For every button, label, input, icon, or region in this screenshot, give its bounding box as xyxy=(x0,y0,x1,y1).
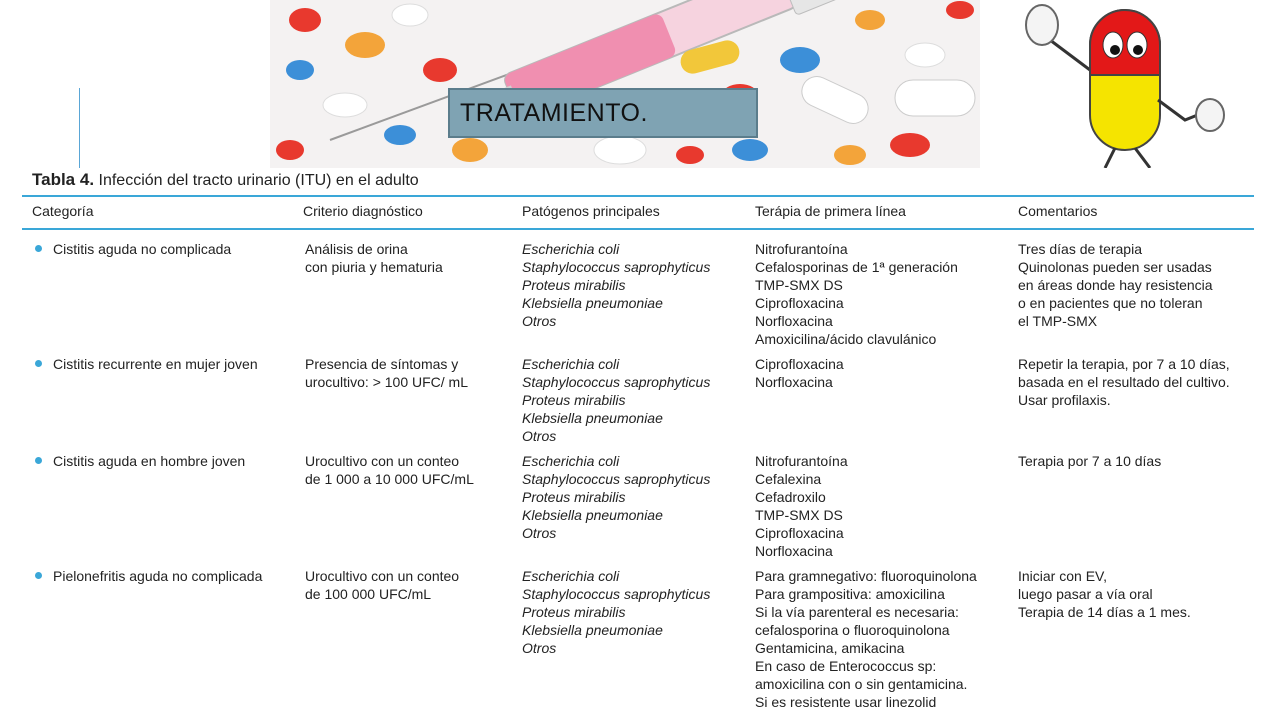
comments-line: Usar profilaxis. xyxy=(1018,392,1111,408)
cell-pathogens xyxy=(522,452,710,542)
criteria-line: de 1 000 a 10 000 UFC/mL xyxy=(305,471,474,487)
table-caption-text: Infección del tracto urinario (ITU) en el adulto xyxy=(98,172,419,189)
pathogens-line: Escherichia coli xyxy=(522,453,620,469)
comments-line: en áreas donde hay resistencia xyxy=(1018,277,1213,293)
pathogens-line: Staphylococcus saprophyticus xyxy=(522,259,711,275)
table-header-rule xyxy=(22,228,1254,230)
cell-therapy xyxy=(755,567,977,711)
criteria-line: Urocultivo con un conteo xyxy=(305,453,460,469)
table-top-rule xyxy=(22,195,1254,197)
row-bullet xyxy=(35,360,42,367)
therapy-line: Norfloxacina xyxy=(755,543,833,559)
cell-criteria xyxy=(305,452,474,488)
pathogens-line: Staphylococcus saprophyticus xyxy=(522,374,711,390)
criteria-line: Presencia de síntomas y xyxy=(305,356,459,372)
comments-line: luego pasar a vía oral xyxy=(1018,586,1153,602)
pathogens-line: Klebsiella pneumoniae xyxy=(522,410,663,426)
cell-pathogens xyxy=(522,240,710,330)
comments-line: o en pacientes que no toleran xyxy=(1018,295,1203,311)
cell-category: Pielonefritis aguda no complicada xyxy=(53,568,263,584)
comments-line: el TMP-SMX xyxy=(1018,313,1098,329)
row-bullet xyxy=(35,245,42,252)
therapy-line: Cefalexina xyxy=(755,471,822,487)
comments-line: Terapia por 7 a 10 días xyxy=(1018,453,1162,469)
cell-therapy xyxy=(755,240,958,348)
comments-line: Terapia de 14 días a 1 mes. xyxy=(1018,604,1191,620)
therapy-line: amoxicilina con o sin gentamicina. xyxy=(755,676,968,692)
therapy-line: Nitrofurantoína xyxy=(755,453,848,469)
therapy-line: Si es resistente usar linezolid xyxy=(755,694,937,710)
column-header-therapy: Terápia de primera línea xyxy=(755,203,906,219)
therapy-line: Cefalosporinas de 1ª generación xyxy=(755,259,958,275)
criteria-line: de 100 000 UFC/mL xyxy=(305,586,432,602)
accent-vertical-line xyxy=(79,88,80,168)
therapy-line: Para grampositiva: amoxicilina xyxy=(755,586,945,602)
pathogens-line: Proteus mirabilis xyxy=(522,277,626,293)
cell-criteria xyxy=(305,567,459,603)
pathogens-line: Proteus mirabilis xyxy=(522,489,626,505)
cell-comments xyxy=(1018,452,1161,470)
therapy-line: cefalosporina o fluoroquinolona xyxy=(755,622,950,638)
cell-pathogens xyxy=(522,567,710,657)
comments-line: Iniciar con EV, xyxy=(1018,568,1107,584)
column-header-criteria: Criterio diagnóstico xyxy=(303,203,423,219)
table-caption xyxy=(32,170,419,190)
criteria-line: Urocultivo con un conteo xyxy=(305,568,460,584)
therapy-line: TMP-SMX DS xyxy=(755,277,843,293)
cell-comments xyxy=(1018,567,1191,621)
row-bullet xyxy=(35,457,42,464)
comments-line: Repetir la terapia, por 7 a 10 días, xyxy=(1018,356,1230,372)
pill-mascot-illustration xyxy=(1010,0,1240,168)
cell-therapy xyxy=(755,355,844,391)
therapy-line: Ciprofloxacina xyxy=(755,356,844,372)
cell-comments xyxy=(1018,355,1230,409)
pathogens-line: Staphylococcus saprophyticus xyxy=(522,471,711,487)
cell-criteria xyxy=(305,355,468,391)
pathogens-line: Otros xyxy=(522,428,557,444)
pathogens-line: Klebsiella pneumoniae xyxy=(522,507,663,523)
pathogens-line: Klebsiella pneumoniae xyxy=(522,622,663,638)
pathogens-line: Proteus mirabilis xyxy=(522,604,626,620)
cell-criteria xyxy=(305,240,443,276)
pathogens-line: Escherichia coli xyxy=(522,241,620,257)
pathogens-line: Escherichia coli xyxy=(522,568,620,584)
table-caption-label: Tabla 4. xyxy=(32,170,95,189)
cell-therapy xyxy=(755,452,848,560)
therapy-line: Norfloxacina xyxy=(755,374,833,390)
comments-line: basada en el resultado del cultivo. xyxy=(1018,374,1230,390)
column-header-category: Categoría xyxy=(32,203,94,219)
column-header-comments: Comentarios xyxy=(1018,203,1098,219)
cell-category: Cistitis aguda en hombre joven xyxy=(53,453,246,469)
therapy-line: Ciprofloxacina xyxy=(755,295,844,311)
cell-category: Cistitis recurrente en mujer joven xyxy=(53,356,258,372)
comments-line: Quinolonas pueden ser usadas xyxy=(1018,259,1212,275)
cell-pathogens xyxy=(522,355,710,445)
row-bullet xyxy=(35,572,42,579)
comments-line: Tres días de terapia xyxy=(1018,241,1142,257)
pathogens-line: Otros xyxy=(522,525,557,541)
therapy-line: TMP-SMX DS xyxy=(755,507,843,523)
criteria-line: con piuria y hematuria xyxy=(305,259,443,275)
therapy-line: Ciprofloxacina xyxy=(755,525,844,541)
therapy-line: Norfloxacina xyxy=(755,313,833,329)
pathogens-line: Proteus mirabilis xyxy=(522,392,626,408)
criteria-line: urocultivo: > 100 UFC/ mL xyxy=(305,374,469,390)
therapy-line: Si la vía parenteral es necesaria: xyxy=(755,604,959,620)
column-header-pathogens: Patógenos principales xyxy=(522,203,660,219)
therapy-line: En caso de Enterococcus sp: xyxy=(755,658,937,674)
therapy-line: Amoxicilina/ácido clavulánico xyxy=(755,331,937,347)
pathogens-line: Staphylococcus saprophyticus xyxy=(522,586,711,602)
pathogens-line: Escherichia coli xyxy=(522,356,620,372)
criteria-line: Análisis de orina xyxy=(305,241,408,257)
cell-category: Cistitis aguda no complicada xyxy=(53,241,232,257)
therapy-line: Cefadroxilo xyxy=(755,489,826,505)
slide-title: TRATAMIENTO. xyxy=(448,88,758,138)
therapy-line: Nitrofurantoína xyxy=(755,241,848,257)
pathogens-line: Otros xyxy=(522,640,557,656)
pills-syringe-image xyxy=(270,0,980,168)
pathogens-line: Klebsiella pneumoniae xyxy=(522,295,663,311)
pathogens-line: Otros xyxy=(522,313,557,329)
therapy-line: Para gramnegativo: fluoroquinolona xyxy=(755,568,977,584)
therapy-line: Gentamicina, amikacina xyxy=(755,640,905,656)
cell-comments xyxy=(1018,240,1213,330)
